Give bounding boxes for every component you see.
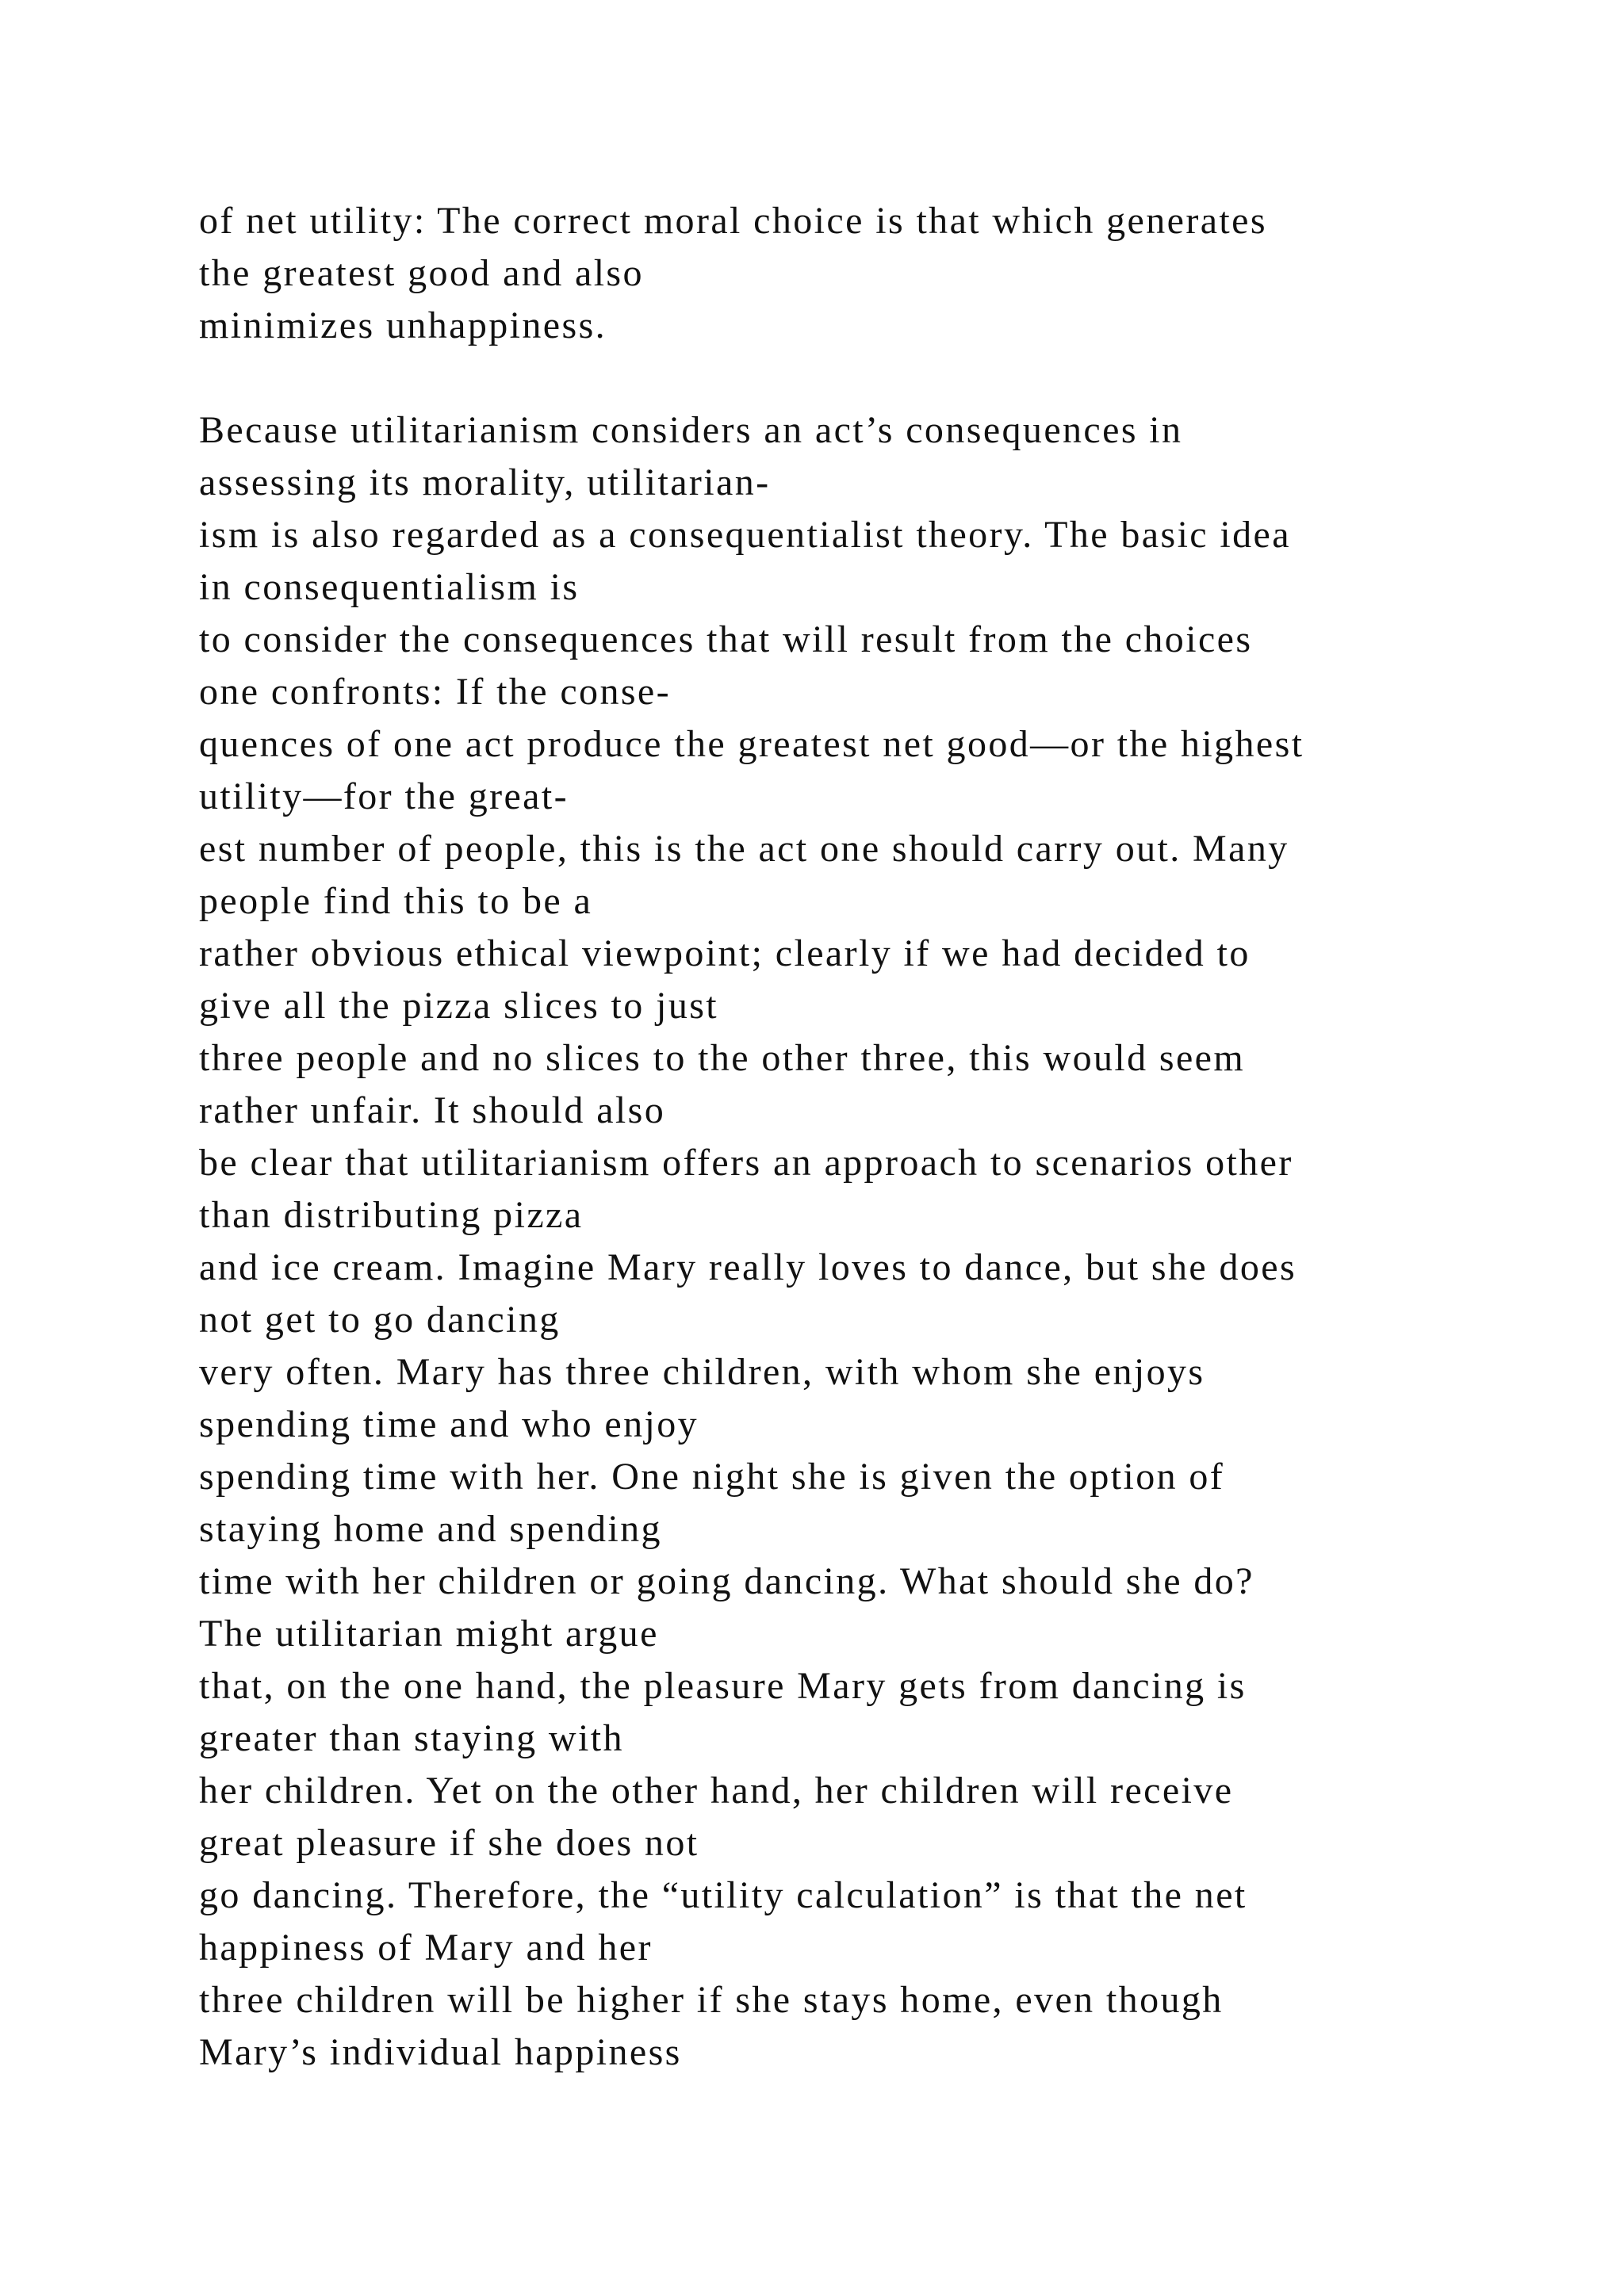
text-line: than distributing pizza: [199, 1194, 584, 1236]
text-line: staying home and spending: [199, 1508, 662, 1550]
text-line: go dancing. Therefore, the “utility calculation” is that the net: [199, 1874, 1247, 1916]
text-line: three children will be higher if she stays home, even though: [199, 1979, 1224, 2021]
text-line: happiness of Mary and her: [199, 1927, 653, 1969]
text-line: rather unfair. It should also: [199, 1089, 666, 1131]
text-line: great pleasure if she does not: [199, 1822, 699, 1864]
text-line: of net utility: The correct moral choice is that which generates: [199, 200, 1267, 242]
text-line: The utilitarian might argue: [199, 1613, 659, 1655]
text-line: Because utilitarianism considers an act’s consequences in: [199, 409, 1183, 451]
text-line: utility—for the great-: [199, 775, 569, 817]
text-line: and ice cream. Imagine Mary really loves to dance, but she does: [199, 1246, 1297, 1288]
paragraph-1: [199, 195, 1547, 352]
paragraph-2: [199, 404, 1547, 2079]
text-line: quences of one act produce the greatest net good—or the highest: [199, 723, 1304, 765]
text-line: est number of people, this is the act one should carry out. Many: [199, 828, 1289, 870]
text-line: people find this to be a: [199, 880, 593, 922]
text-line: give all the pizza slices to just: [199, 985, 719, 1027]
text-line: spending time and who enjoy: [199, 1403, 699, 1445]
text-line: the greatest good and also: [199, 252, 644, 294]
text-line: rather obvious ethical viewpoint; clearly if we had decided to: [199, 932, 1251, 974]
text-line: her children. Yet on the other hand, her children will receive: [199, 1770, 1234, 1812]
text-line: in consequentialism is: [199, 566, 580, 608]
text-line: ism is also regarded as a consequentialist theory. The basic idea: [199, 514, 1291, 556]
text-line: one confronts: If the conse-: [199, 671, 672, 713]
text-line: not get to go dancing: [199, 1299, 561, 1341]
text-line: Mary’s individual happiness: [199, 2031, 682, 2073]
text-line: very often. Mary has three children, with whom she enjoys: [199, 1351, 1205, 1393]
text-line: assessing its morality, utilitarian-: [199, 461, 771, 503]
text-line: time with her children or going dancing. What should she do?: [199, 1560, 1254, 1602]
body-text: [199, 195, 1547, 2079]
paragraph-spacer: [199, 352, 1547, 404]
text-line: be clear that utilitarianism offers an approach to scenarios other: [199, 1142, 1293, 1184]
text-line: spending time with her. One night she is given the option of: [199, 1456, 1225, 1498]
text-line: minimizes unhappiness.: [199, 304, 607, 346]
text-line: to consider the consequences that will result from the choices: [199, 618, 1253, 660]
text-line: three people and no slices to the other three, this would seem: [199, 1037, 1246, 1079]
text-line: that, on the one hand, the pleasure Mary gets from dancing is: [199, 1665, 1247, 1707]
text-line: greater than staying with: [199, 1717, 624, 1759]
